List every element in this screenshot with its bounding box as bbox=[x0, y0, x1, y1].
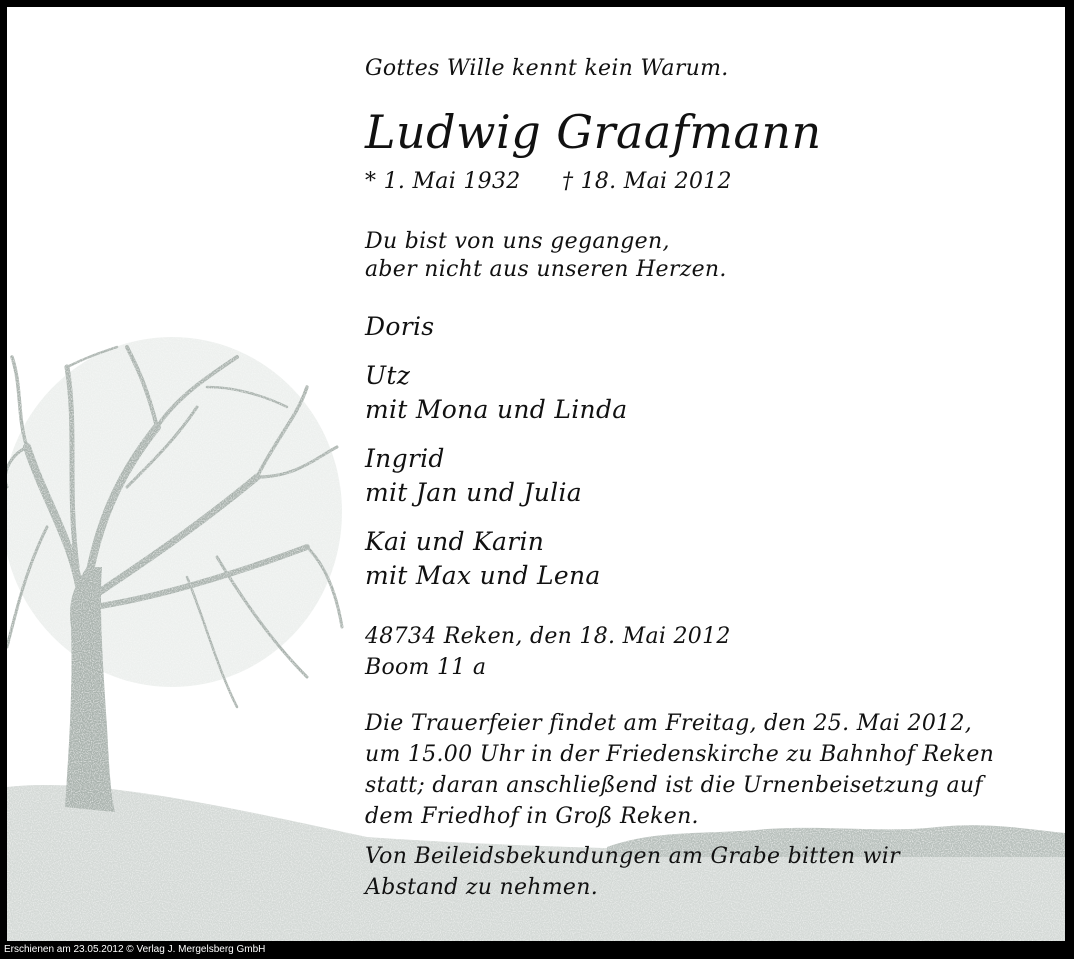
motto: Gottes Wille kennt kein Warum. bbox=[365, 56, 729, 81]
mourner-family: mit Mona und Linda bbox=[365, 395, 628, 424]
address: Boom 11 a bbox=[365, 655, 487, 680]
place-date: 48734 Reken, den 18. Mai 2012 bbox=[365, 624, 731, 649]
publication-footer: Erschienen am 23.05.2012 © Verlag J. Mergelsberg GmbH bbox=[4, 944, 266, 955]
mourner-name: Kai und Karin bbox=[365, 527, 545, 556]
death-date: † 18. Mai 2012 bbox=[562, 169, 732, 194]
birth-date: * 1. Mai 1932 bbox=[365, 169, 521, 194]
mourner-family: mit Jan und Julia bbox=[365, 478, 582, 507]
verse-line: aber nicht aus unseren Herzen. bbox=[365, 257, 727, 282]
obituary-card bbox=[7, 7, 1065, 941]
verse-line: Du bist von uns gegangen, bbox=[365, 229, 670, 254]
condolence-line: Abstand zu nehmen. bbox=[365, 875, 599, 900]
service-line: Die Trauerfeier findet am Freitag, den 25. Mai 2012, bbox=[365, 711, 973, 736]
condolence-line: Von Beileidsbekundungen am Grabe bitten wir bbox=[365, 844, 900, 869]
deceased-name: Ludwig Graafmann bbox=[365, 105, 822, 159]
mourner-name: Utz bbox=[365, 361, 411, 390]
service-line: dem Friedhof in Groß Reken. bbox=[365, 804, 699, 829]
mourner-name: Ingrid bbox=[365, 444, 445, 473]
service-line: statt; daran anschließend ist die Urnenbeisetzung auf bbox=[365, 773, 983, 798]
service-line: um 15.00 Uhr in der Friedenskirche zu Bahnhof Reken bbox=[365, 742, 995, 767]
mourner-name: Doris bbox=[365, 312, 435, 341]
mourner-family: mit Max und Lena bbox=[365, 561, 601, 590]
